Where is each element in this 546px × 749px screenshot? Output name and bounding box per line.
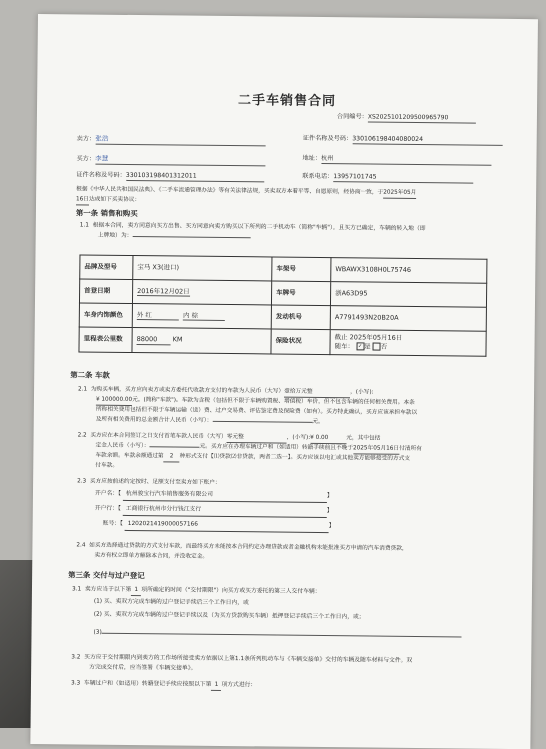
contract-number-label: 合同编号： bbox=[336, 113, 368, 121]
article-2-title: 第二条 车款 bbox=[70, 370, 110, 380]
contract-document bbox=[30, 14, 538, 749]
color-value bbox=[132, 304, 271, 329]
preamble-text-2: 达成如下买卖协议： bbox=[88, 196, 141, 204]
buyer-id-row bbox=[76, 171, 264, 182]
clause-3-3-text: 车辆过户和（如适用）转籍登记手续应按照以下第 bbox=[83, 680, 212, 688]
clause-2-1-text: 为购买车辆，买方应向卖方或卖方委托代收款方支付的车款为人民币（大写） bbox=[90, 386, 285, 395]
engine-label: 发动机号 bbox=[271, 305, 330, 330]
article-3-title: 第三条 交付与过户登记 bbox=[68, 570, 145, 581]
preamble-date: 2025年05月 bbox=[383, 190, 416, 199]
clause-2-4-text: 如买方选择通过贷款的方式支付车款，而最终买方未能按本合同约定办理贷款或者金融机构未能批准买方申请的汽车消费贷款， bbox=[89, 542, 408, 552]
account-no-label: 账号： bbox=[102, 520, 121, 527]
contract-number-value: XS20251012095009657​90 bbox=[368, 113, 476, 123]
clause-2-1-unit: 元。 bbox=[312, 418, 324, 426]
clause-2-3 bbox=[77, 478, 221, 487]
reg-date-text: 2016年12月02日 bbox=[137, 286, 190, 296]
clause-3-3-text-b: 项方式进行： bbox=[221, 681, 257, 689]
plate-label: 车牌号 bbox=[271, 281, 330, 306]
clause-2-2-text-c: 元，其中包括 bbox=[346, 435, 381, 442]
article-1-title: 第一条 销售和购买 bbox=[75, 208, 138, 219]
buyer-name: 李慧 bbox=[95, 155, 265, 167]
option-3-blank bbox=[102, 633, 462, 638]
first-payment-number: ¥ 0.00 bbox=[310, 435, 346, 444]
address-label: 地址： bbox=[302, 154, 322, 162]
seller-id-value: 330106198404080024 bbox=[352, 135, 502, 146]
clause-3-1 bbox=[72, 586, 321, 597]
clause-3-3 bbox=[71, 680, 256, 691]
clause-number: 2.4 bbox=[76, 542, 86, 549]
clause-number: 2.1 bbox=[78, 386, 88, 393]
option-3-label: (3) bbox=[93, 629, 102, 636]
clause-3-1-option-2: (2) 买、卖双方完成车辆的过户登记手续以及（为买方贷款购买车辆）抵押登记手续后三个工作日内，或； bbox=[93, 611, 365, 621]
color-label: 车身内饰颜色 bbox=[79, 303, 132, 328]
clause-3-2-text: 买方应于交付期限内到卖方的工作场所接受卖方依据以上第1.1条所列机动车与《车辆交接单》交付的车辆及随车材料与文件。双 bbox=[84, 654, 413, 664]
clause-2-2-small-label: ，(小写): bbox=[286, 434, 311, 441]
clause-2-1-line-4 bbox=[96, 417, 324, 427]
total-amount-blank bbox=[212, 421, 312, 423]
engine-value: A7791493N20B20A bbox=[330, 306, 486, 332]
buyer-id-label: 证件名称及号码： bbox=[76, 171, 126, 179]
clause-2-1-small-label: ，(小写): bbox=[350, 389, 374, 396]
preamble-line-2 bbox=[76, 196, 140, 205]
clause-number: 3.3 bbox=[70, 680, 81, 687]
clause-3-1-option-1: (1) 买、卖双方完成车辆的过户登记手续后三个工作日内，或 bbox=[93, 598, 249, 607]
account-no-value: 1202021419000057166 bbox=[125, 521, 329, 533]
clause-2-1-text-2: 元。(简称"车款")。车款为含税（包括但不限于车辆购置税、增值税）车价，但不包含车辆的任何相关费用。本条 bbox=[132, 397, 415, 406]
clause-1-1-text2: 上牌地）为： bbox=[97, 232, 133, 240]
clause-1-1-text: 根据本合同，卖方同意向买方出售、买方同意向卖方购买以下所列的二手机动车（简称"车辆"）。且买方已确定，车辆的转入地（即 bbox=[92, 222, 426, 233]
plate-value: 浙A63D95 bbox=[330, 282, 486, 308]
clause-2-2-text-h: 种形式支付【⑴贷款⑵非贷款，两者二选一】。买方应该以电汇或其他卖方能够接受的方式支 bbox=[179, 453, 410, 462]
seller-id-label: 证件名称及号码： bbox=[302, 134, 353, 143]
table-row bbox=[79, 327, 486, 356]
interior-color: 内 棕 bbox=[183, 311, 225, 321]
clause-number: 3.2 bbox=[71, 654, 81, 661]
clause-3-2-line-2: 方完成交付后，应当签署《车辆交接单》。 bbox=[89, 664, 197, 672]
clause-number: 2.3 bbox=[77, 478, 87, 485]
clause-1-1-cont bbox=[98, 233, 251, 242]
no-label: 否 bbox=[380, 342, 388, 351]
account-bank-row: 开户行：【 工商银行杭州市分行钱江支行 】 bbox=[95, 506, 333, 518]
vin-value: WBAWX3108H0L75746 bbox=[331, 258, 487, 284]
yes-checkbox[interactable]: ✓ bbox=[357, 343, 363, 350]
clause-2-4-line-1 bbox=[76, 542, 407, 553]
price-chinese: 壹拾万元整 bbox=[284, 389, 350, 398]
seller-label: 卖方： bbox=[76, 135, 96, 143]
payment-method-number: 2 bbox=[164, 453, 180, 462]
address-value: 杭州 bbox=[321, 155, 491, 166]
reg-date-label: 首登日期 bbox=[79, 279, 132, 304]
brand-value: 宝马 X3(进口) bbox=[133, 256, 272, 281]
delivery-option-number: 1 bbox=[131, 587, 141, 596]
phone-label: 联系电话： bbox=[302, 172, 334, 181]
contract-number bbox=[337, 113, 476, 124]
price-number: ¥ 100000.00 bbox=[96, 397, 132, 406]
account-bank-value: 工商银行杭州市分行钱江支行 bbox=[123, 506, 327, 518]
buyer-label: 买方： bbox=[76, 155, 96, 163]
mileage-unit: KM bbox=[172, 335, 183, 344]
clause-3-1-option-3 bbox=[93, 630, 461, 642]
clause-2-4-line-2: 卖方有权立即单方解除本合同，并没收定金。 bbox=[94, 552, 209, 560]
clause-2-1-text-4: 及所有相关费用的总金额合计人民币（小写）： bbox=[95, 416, 213, 424]
yes-label: 是 bbox=[364, 342, 371, 351]
clause-number: 2.2 bbox=[77, 432, 87, 439]
mileage-value bbox=[132, 328, 271, 354]
clause-3-1-text-b: 项所确定的时间（"交付期限"）向买方或买方委托的第三人交付车辆： bbox=[141, 587, 321, 595]
transfer-option-number: 1 bbox=[211, 682, 221, 691]
transfer-location-blank bbox=[132, 236, 250, 238]
clause-2-2-text-f: 付清所有 bbox=[399, 445, 422, 453]
vehicle-info-table bbox=[78, 254, 487, 356]
seller-id-row bbox=[303, 135, 503, 146]
deposit-label: 定金人民币（小写）： bbox=[95, 442, 150, 450]
account-name-value: 杭州骏宝行汽车销售服务有限公司 bbox=[123, 491, 327, 503]
balance-deadline: 2025年05月16日 bbox=[353, 445, 399, 454]
seller-name: 张浩 bbox=[95, 135, 265, 147]
clause-2-3-text: 买方应按前述约定按时、足额支付至卖方如下账户： bbox=[89, 478, 221, 486]
insurance-follow-label: 随车： bbox=[334, 341, 355, 351]
clause-3-1-text: 卖方应当于以下第 bbox=[84, 586, 132, 594]
phone-row bbox=[302, 173, 473, 184]
account-name-label: 开户名： bbox=[94, 490, 119, 497]
vin-label: 车架号 bbox=[272, 257, 331, 282]
preamble-date-day: 16日 bbox=[76, 196, 89, 205]
buyer-id-value: 330103198401312011 bbox=[126, 172, 264, 183]
account-name-row: 开户名：【 杭州骏宝行汽车销售服务有限公司 】 bbox=[95, 491, 333, 503]
clause-2-2-text-g: 车款余额。车款余额通过第 bbox=[95, 452, 164, 460]
insurance-follow bbox=[334, 342, 481, 352]
mileage-label: 里程表公里数 bbox=[79, 327, 132, 352]
preamble-text: 根据《中华人民共和国民法典》、《二手车流通管理办法》等有关法律法规，买卖双方本着平等、自愿原则，经协商一致，于 bbox=[76, 186, 384, 196]
clause-2-2-text: 买方应在本合同签订之日支付首笔车款人民币（大写） bbox=[90, 432, 227, 440]
mileage-number: 88000 bbox=[137, 335, 171, 345]
clause-number: 1.1 bbox=[79, 222, 90, 229]
account-bank-label: 开户行： bbox=[94, 505, 119, 512]
clause-2-2-text-e: 元。买方应在办理车辆过户和（如适用）转籍手续前且不晚于 bbox=[199, 443, 354, 452]
seller-row bbox=[77, 134, 266, 146]
account-no-row: 账号：【 1202021419000057166 】 bbox=[103, 521, 335, 533]
address-row bbox=[302, 155, 491, 166]
insurance-value bbox=[330, 330, 486, 356]
document-title: 二手车销售合同 bbox=[238, 93, 337, 110]
first-payment-chinese: 零元整 bbox=[227, 434, 287, 443]
reg-date-value bbox=[132, 280, 271, 305]
exterior-color: 外 红 bbox=[137, 311, 179, 321]
insurance-label: 保险状况 bbox=[271, 329, 330, 354]
clause-2-2-line-3 bbox=[95, 453, 410, 465]
insurance-until: 截止 2025年05月16日 bbox=[334, 333, 403, 342]
clause-2-1-line-3: 所称相关费用包括但不限于车辆运输（送）费、过户交易费、评估鉴定费及保险费（如有）。买方特此确认，买方应该承担车款以 bbox=[95, 406, 418, 416]
phone-value: 13957101745 bbox=[333, 173, 473, 184]
brand-label: 品牌及型号 bbox=[80, 255, 133, 280]
clause-number: 3.1 bbox=[71, 586, 82, 593]
deposit-blank bbox=[150, 446, 200, 448]
buyer-row bbox=[76, 154, 265, 166]
clause-2-2-line-4: 付车款。 bbox=[95, 462, 119, 469]
